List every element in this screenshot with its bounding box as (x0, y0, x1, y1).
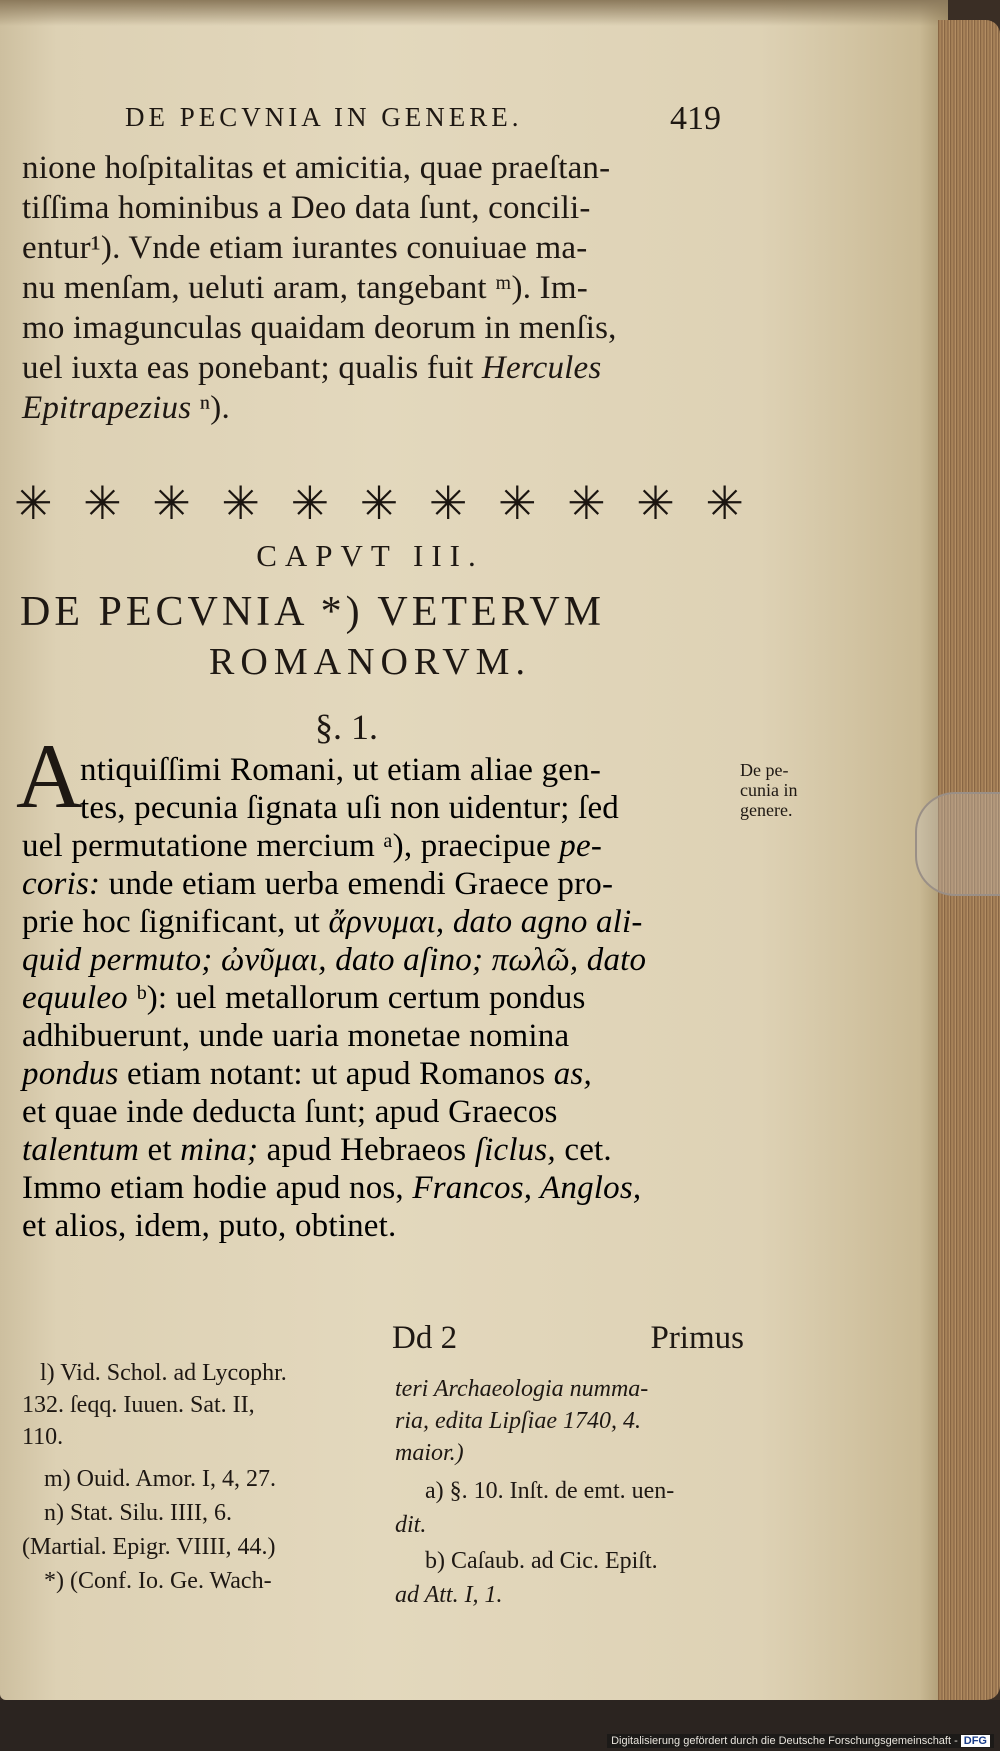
section-mark: §. 1. (315, 707, 378, 747)
footnote-line: ria, edita Lipſiae 1740, 4. (395, 1408, 641, 1434)
ornament-row (14, 478, 744, 528)
text-run-italic: mina; (180, 1132, 259, 1168)
drop-cap: A (16, 725, 83, 827)
footnote-line: maior.) (395, 1440, 464, 1466)
text-line (22, 1130, 612, 1170)
digitization-credit (607, 1734, 994, 1748)
marginal-note-line: genere. (740, 800, 793, 820)
footnote-line: 110. (22, 1424, 64, 1450)
text-line: et alios, idem, puto, obtinet. (22, 1208, 397, 1244)
text-line: tiſſima hominibus a Deo data ſunt, concili- (22, 190, 591, 226)
marginal-note (740, 760, 830, 820)
text-line: entur¹). Vnde etiam iurantes conuiuae ma- (22, 230, 588, 266)
asterisk-ornament-icon: ✳ (83, 476, 122, 530)
text-line (22, 902, 643, 942)
text-line: mo imagunculas quaidam deorum in menſis, (22, 310, 617, 346)
text-line: nione hoſpitalitas et amicitia, quae praeſtan- (22, 150, 611, 186)
footnote-line: dit. (395, 1512, 427, 1538)
text-line: tes, pecunia ſignata uſi non uidentur; ſed (80, 790, 620, 826)
footnote-line: ad Att. I, 1. (395, 1582, 503, 1608)
footnote-line: b) Caſaub. ad Cic. Epiſt. (425, 1548, 658, 1574)
asterisk-ornament-icon: ✳ (497, 476, 537, 530)
text-run-italic: talentum (22, 1132, 140, 1168)
text-run-italic: equuleo (22, 980, 128, 1016)
text-line (22, 864, 613, 904)
text-run: apud Hebraeos (266, 1132, 467, 1168)
footnote-line: *) (Conf. Io. Ge. Wach- (44, 1568, 272, 1594)
text-run-italic: dato agno ali- (452, 904, 643, 940)
asterisk-ornament-icon: ✳ (705, 476, 744, 530)
asterisk-ornament-icon: ✳ (221, 476, 260, 530)
text-run-italic: as, (553, 1056, 592, 1092)
text-run: ᵇ): uel metallorum certum pondus (136, 980, 586, 1016)
text-run-italic: coris: (22, 866, 101, 902)
asterisk-ornament-icon: ✳ (290, 476, 330, 530)
text-line (22, 826, 602, 866)
catchword: Primus (650, 1320, 744, 1356)
text-line (22, 1168, 641, 1208)
dfg-logo: DFG (961, 1735, 990, 1747)
text-line (22, 940, 646, 980)
asterisk-ornament-icon: ✳ (152, 476, 191, 530)
running-head: DE PECVNIA IN GENERE. (125, 102, 523, 132)
text-run-italic: Francos, Anglos, (412, 1170, 642, 1206)
text-line: nu menſam, ueluti aram, tangebant ᵐ). Im- (22, 270, 588, 306)
text-run-italic: Epitrapezius (22, 390, 192, 426)
chapter-title-continued: ROMANORVM. (209, 641, 531, 683)
greek-word: ὠνῦμαι, (220, 942, 327, 978)
text-line (22, 388, 230, 428)
footnote-line: a) §. 10. Inſt. de emt. uen- (425, 1478, 675, 1504)
text-run: Immo etiam hodie apud nos, (22, 1170, 404, 1206)
asterisk-ornament-icon: ✳ (636, 476, 675, 530)
text-run-italic: ſiclus, (474, 1132, 556, 1168)
text-run-italic: dato (586, 942, 647, 978)
page-top-shadow (0, 0, 948, 26)
asterisk-ornament-icon: ✳ (359, 476, 399, 530)
text-run-italic: Hercules (481, 350, 602, 386)
asterisk-ornament-icon: ✳ (567, 476, 606, 530)
signature-mark: Dd 2 (392, 1320, 458, 1356)
chapter-title: DE PECVNIA *) VETERVM (20, 589, 606, 635)
text-run: uel permutatione mercium ᵃ), praecipue (22, 828, 551, 864)
footnote-line: n) Stat. Silu. IIII, 6. (44, 1500, 232, 1526)
text-line (22, 348, 601, 388)
text-run-italic: quid permuto; (22, 942, 213, 978)
chapter-label: CAPVT III. (256, 538, 484, 573)
footnote-line: (Martial. Epigr. VIIII, 44.) (22, 1534, 276, 1560)
greek-word: ἄρνυμαι, (328, 904, 445, 940)
text-run: unde etiam uerba emendi Graece pro- (108, 866, 614, 902)
asterisk-ornament-icon: ✳ (14, 476, 53, 530)
text-line: adhibuerunt, unde uaria monetae nomina (22, 1018, 570, 1054)
page-number: 419 (670, 100, 721, 137)
text-run-italic: pe- (559, 828, 603, 864)
marginal-note-line: cunia in (740, 780, 798, 800)
text-line (22, 1054, 592, 1094)
text-run: cet. (564, 1132, 612, 1168)
footnote-line: teri Archaeologia numma- (395, 1376, 649, 1402)
text-run: prie hoc ſignificant, ut (22, 904, 321, 940)
credit-text: Digitalisierung gefördert durch die Deutsche Forschungsgemeinschaft - (611, 1735, 958, 1747)
asterisk-ornament-icon: ✳ (428, 476, 468, 530)
footnote-line: m) Ouid. Amor. I, 4, 27. (44, 1466, 276, 1492)
text-run: ⁿ). (199, 390, 230, 426)
text-run: uel iuxta eas ponebant; qualis fuit (22, 350, 474, 386)
text-line: ntiquiſſimi Romani, ut etiam aliae gen- (80, 752, 602, 788)
text-run-italic: pondus (22, 1056, 119, 1092)
text-run: et (147, 1132, 172, 1168)
greek-word: πωλῶ, (491, 942, 579, 978)
footnote-line: l) Vid. Schol. ad Lycophr. (40, 1360, 287, 1386)
text-run: etiam notant: ut apud Romanos (127, 1056, 546, 1092)
text-line (22, 978, 586, 1018)
marginal-note-line: De pe- (740, 760, 789, 780)
text-line: et quae inde deducta ſunt; apud Graecos (22, 1094, 558, 1130)
footnote-line: 132. ſeqq. Iuuen. Sat. II, (22, 1392, 255, 1418)
bookmark-tab (915, 792, 1000, 896)
text-run-italic: dato aſino; (335, 942, 484, 978)
